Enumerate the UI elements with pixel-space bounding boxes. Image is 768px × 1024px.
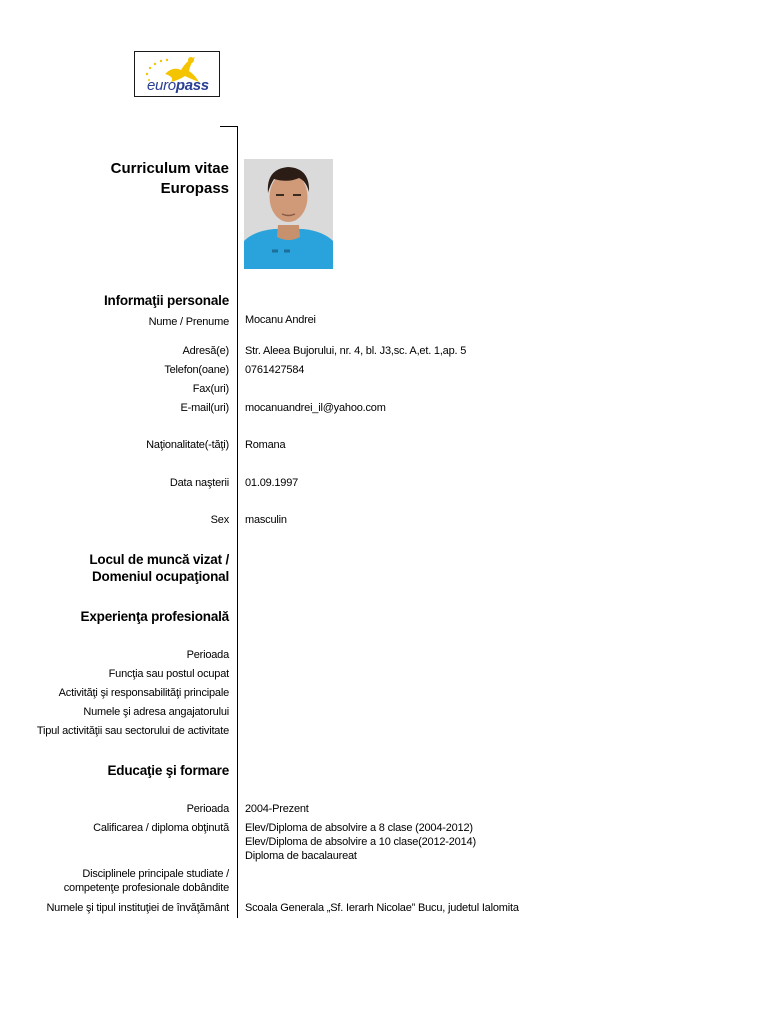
- email-label: E-mail(uri): [180, 402, 229, 414]
- qualification-value-1: Elev/Diploma de absolvire a 8 clase (2004-2012): [245, 822, 473, 834]
- cv-title-line1: Curriculum vitae: [110, 160, 229, 177]
- personal-info-heading: Informaţii personale: [103, 293, 229, 308]
- birthdate-value: 01.09.1997: [245, 477, 299, 489]
- education-period-label: Perioada: [186, 803, 229, 815]
- qualification-value-2: Elev/Diploma de absolvire a 10 clase(2012-2014): [245, 836, 476, 848]
- profile-photo: [244, 159, 333, 269]
- experience-activities-label: Activităţi şi responsabilităţi principale: [58, 687, 229, 699]
- institution-value: Scoala Generala „Sf. Ierarh Nicolae” Bucu, judetul Ialomita: [245, 902, 519, 914]
- phone-value: 0761427584: [245, 364, 305, 376]
- subjects-label-line2: competenţe profesionale dobândite: [63, 882, 229, 894]
- logo-text-euro: euro: [147, 77, 176, 94]
- email-value: mocanuandrei_il@yahoo.com: [245, 402, 386, 414]
- qualification-value-3: Diploma de bacalaureat: [245, 850, 357, 862]
- experience-period-label: Perioada: [186, 649, 229, 661]
- fax-label: Fax(uri): [192, 383, 229, 395]
- qualification-label: Calificarea / diploma obţinută: [93, 822, 229, 834]
- divider-line: [237, 126, 238, 918]
- experience-employer-label: Numele şi adresa angajatorului: [83, 706, 229, 718]
- logo-text-pass: pass: [175, 77, 209, 94]
- divider-top-tick: [220, 126, 238, 127]
- institution-label: Numele şi tipul instituţiei de învăţământ: [46, 902, 229, 914]
- address-value: Str. Aleea Bujorului, nr. 4, bl. J3,sc. A,et. 1,ap. 5: [245, 345, 467, 357]
- desired-job-heading-line2: Domeniul ocupaţional: [91, 569, 229, 584]
- europass-logo: [134, 51, 220, 97]
- education-heading: Educaţie şi formare: [107, 763, 229, 778]
- birthdate-label: Data naşterii: [169, 477, 229, 489]
- name-label: Nume / Prenume: [148, 316, 229, 328]
- desired-job-heading-line1: Locul de muncă vizat /: [89, 552, 229, 567]
- sex-label: Sex: [210, 514, 229, 526]
- experience-heading: Experienţa profesională: [80, 609, 229, 624]
- name-value: Mocanu Andrei: [245, 314, 316, 326]
- nationality-value: Romana: [245, 439, 286, 451]
- nationality-label: Naţionalitate(-tăţi): [146, 439, 229, 451]
- experience-position-label: Funcţia sau postul ocupat: [108, 668, 229, 680]
- education-period-value: 2004-Prezent: [245, 803, 309, 815]
- address-label: Adresă(e): [182, 345, 229, 357]
- experience-sector-label: Tipul activităţii sau sectorului de activitate: [36, 725, 229, 737]
- sex-value: masculin: [245, 514, 287, 526]
- phone-label: Telefon(oane): [164, 364, 229, 376]
- cv-title-line2: Europass: [160, 180, 229, 197]
- subjects-label-line1: Disciplinele principale studiate /: [82, 868, 229, 880]
